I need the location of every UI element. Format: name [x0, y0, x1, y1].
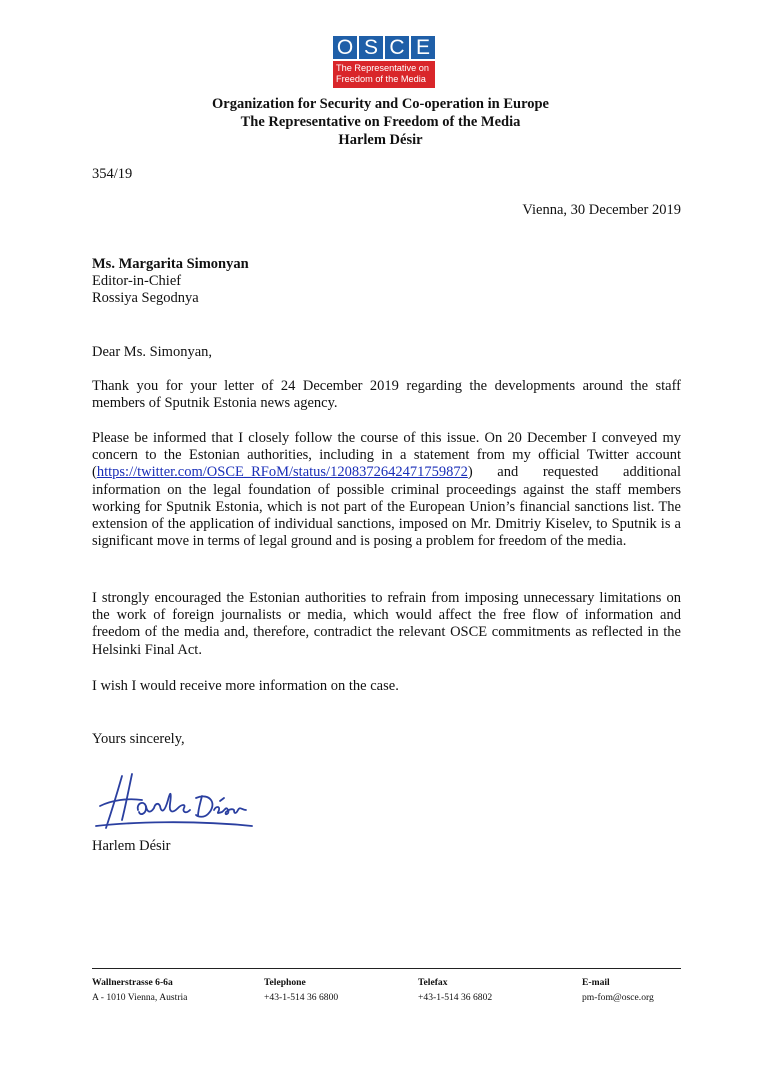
footer-telefax-label: Telefax — [418, 977, 448, 988]
footer-email — [582, 975, 654, 1005]
closing: Yours sincerely, — [92, 731, 185, 747]
body-paragraph-2 — [92, 430, 681, 550]
footer-address-line1: Wallnerstrasse 6-6a — [92, 977, 173, 988]
body-paragraph-4: I wish I would receive more information on the case. — [92, 678, 399, 694]
body-paragraph-1: Thank you for your letter of 24 December 2019 regarding the developments around the staff members of Sputnik Estonia news agency. — [92, 378, 681, 412]
footer-address — [92, 975, 187, 1005]
footer-telephone — [264, 975, 338, 1005]
logo-letter-c: C — [385, 36, 409, 59]
logo-subtitle — [333, 61, 435, 88]
footer-telephone-number: +43-1-514 36 6800 — [264, 992, 339, 1003]
logo-subtitle-line2: Freedom of the Media — [336, 74, 426, 84]
body-paragraph-3: I strongly encouraged the Estonian authorities to refrain from imposing unnecessary limitations on the work of foreign journalists or media, which would affect the free flow of information and freedom of the media and, therefore, contradict the relevant OSCE commitments as reflected in the Helsinki Final Act. — [92, 590, 681, 658]
logo-letter-o: O — [333, 36, 357, 59]
footer-address-line2: A - 1010 Vienna, Austria — [92, 992, 188, 1003]
recipient-organization: Rossiya Segodnya — [92, 290, 199, 306]
signatory-name: Harlem Désir — [92, 838, 171, 854]
twitter-statement-link[interactable]: https://twitter.com/OSCE_RFoM/status/1208372642471759872 — [96, 464, 468, 481]
logo-letter-e: E — [411, 36, 435, 59]
header-organization: Organization for Security and Co-operation in Europe — [212, 96, 549, 112]
recipient-title: Editor-in-Chief — [92, 273, 182, 289]
footer-telefax-number: +43-1-514 36 6802 — [418, 992, 493, 1003]
footer-email-label: E-mail — [582, 977, 610, 988]
osce-logo — [333, 36, 435, 92]
footer-telephone-label: Telephone — [264, 977, 306, 988]
date-line: Vienna, 30 December 2019 — [522, 202, 681, 218]
recipient-name: Ms. Margarita Simonyan — [92, 256, 249, 272]
header-representative-name: Harlem Désir — [338, 132, 423, 148]
header-office: The Representative on Freedom of the Media — [240, 114, 521, 130]
handwritten-signature — [92, 770, 262, 836]
salutation: Dear Ms. Simonyan, — [92, 344, 213, 360]
paragraph-2-text-start: Please be informed that I closely follow the course of this issue. On 20 December I conveyed my concern to the Estonian authorities, including in a statement from my official Twitter account ( — [92, 430, 681, 481]
paragraph-2-text-end: ) and requested additional information on the legal foundation of possible criminal proceedings against the staff members working for Sputnik Estonia, which is not part of the European Union’s financial sanctions list. The extension of the application of individual sanctions, imposed on Mr. Dmitriy Kiselev, to Sputnik is a significant move in terms of legal ground and is posing a problem for freedom of the media. — [92, 464, 681, 550]
footer-divider — [92, 968, 681, 969]
osce-logo-letters — [333, 36, 435, 59]
logo-subtitle-line1: The Representative on — [336, 63, 429, 73]
logo-letter-s: S — [359, 36, 383, 59]
footer-telefax — [418, 975, 492, 1005]
reference-number: 354/19 — [92, 166, 133, 182]
footer-email-address[interactable]: pm-fom@osce.org — [582, 992, 654, 1003]
